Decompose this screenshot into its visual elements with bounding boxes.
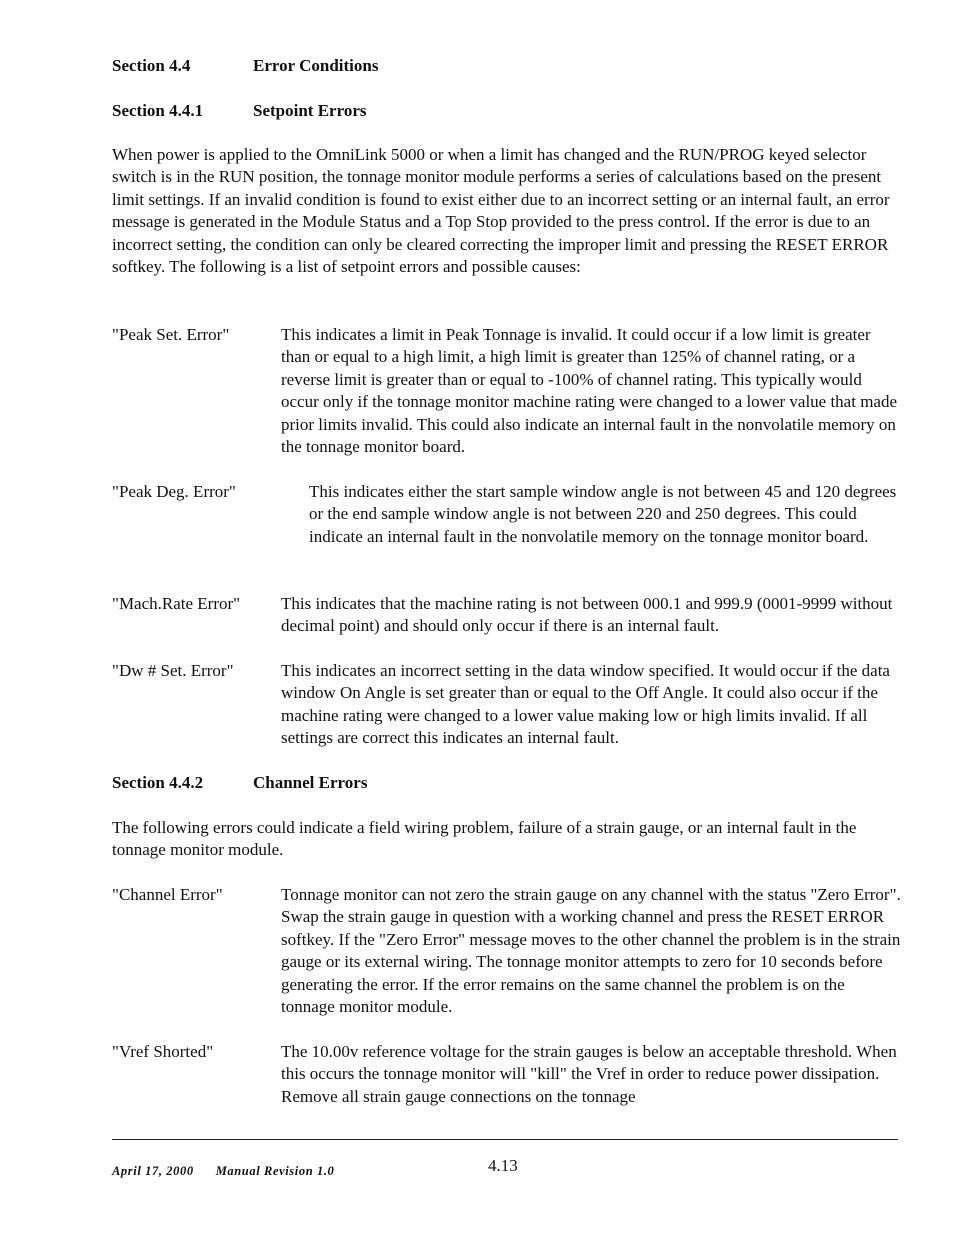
page-number: 4.13 bbox=[488, 1156, 518, 1175]
section-4-4-1-heading bbox=[112, 100, 367, 122]
error-term: "Peak Deg. Error" bbox=[112, 482, 236, 501]
footer-divider bbox=[112, 1139, 898, 1140]
setpoint-intro-paragraph: When power is applied to the OmniLink 5000 or when a limit has changed and the RUN/PROG keyed selector switch is in the RUN position, the tonnage monitor module performs a series of calculations based on the present limit settings. If an invalid condition is found to exist either due to an incorrect setting or an internal fault, an error message is generated in the Module Status and a Top Stop provided to the press control. If the error is due to an incorrect setting, the condition can only be cleared correcting the improper limit and pressing the RESET ERROR softkey. The following is a list of setpoint errors and possible causes: bbox=[112, 145, 890, 277]
error-term: "Vref Shorted" bbox=[112, 1042, 214, 1061]
channel-intro-paragraph: The following errors could indicate a field wiring problem, failure of a strain gauge, or an internal fault in the tonnage monitor module. bbox=[112, 818, 857, 860]
error-description: This indicates a limit in Peak Tonnage is invalid. It could occur if a low limit is greater than or equal to a high limit, a high limit is greater than 125% of channel rating, or a reverse limit is greater than or equal to -100% of channel rating. This typically would occur only if the tonnage monitor machine rating were changed to a lower value that made prior limits invalid. This could also indicate an internal fault in the nonvolatile memory on the tonnage monitor board. bbox=[281, 325, 898, 457]
section-number: Section 4.4.1 bbox=[112, 101, 204, 120]
section-title: Setpoint Errors bbox=[253, 101, 367, 120]
section-number: Section 4.4.2 bbox=[112, 773, 204, 792]
footer-info bbox=[112, 1160, 334, 1182]
error-description: This indicates an incorrect setting in the data window specified. It would occur if the data window On Angle is set greater than or equal to the Off Angle. It could also occur if the machine rating were changed to a lower value making low or high limits invalid. If all settings are correct this indicates an internal fault. bbox=[281, 661, 890, 748]
error-term: "Dw # Set. Error" bbox=[112, 661, 234, 680]
error-description: This indicates that the machine rating is not between 000.1 and 999.9 (0001-9999 without decimal point) and should only occur if there is an internal fault. bbox=[281, 594, 893, 636]
error-description: Tonnage monitor can not zero the strain gauge on any channel with the status "Zero Error". Swap the strain gauge in question with a working channel and press the RESET ERROR softkey. If the "Zero Error" message moves to the other channel the problem is in the strain gauge or its external wiring. The tonnage monitor attempts to zero for 10 seconds before generating the error. If the error remains on the same channel the problem is on the tonnage monitor module. bbox=[281, 885, 901, 1017]
error-term: "Channel Error" bbox=[112, 885, 223, 904]
error-term: "Peak Set. Error" bbox=[112, 325, 230, 344]
section-title: Channel Errors bbox=[253, 773, 368, 792]
section-4-4-heading bbox=[112, 55, 378, 77]
error-description: This indicates either the start sample window angle is not between 45 and 120 degrees or the end sample window angle is not between 220 and 250 degrees. This could indicate an internal fault in the nonvolatile memory on the tonnage monitor board. bbox=[309, 482, 897, 546]
section-title: Error Conditions bbox=[253, 56, 379, 75]
section-number: Section 4.4 bbox=[112, 56, 191, 75]
footer-revision: Manual Revision 1.0 bbox=[215, 1164, 335, 1178]
section-4-4-2-heading bbox=[112, 772, 367, 794]
footer-date: April 17, 2000 bbox=[112, 1164, 194, 1178]
error-term: "Mach.Rate Error" bbox=[112, 594, 241, 613]
error-description: The 10.00v reference voltage for the strain gauges is below an acceptable threshold. When this occurs the tonnage monitor will "kill" the Vref in order to reduce power dissipation. Remove all strain gauge connections on the tonnage bbox=[281, 1042, 897, 1106]
